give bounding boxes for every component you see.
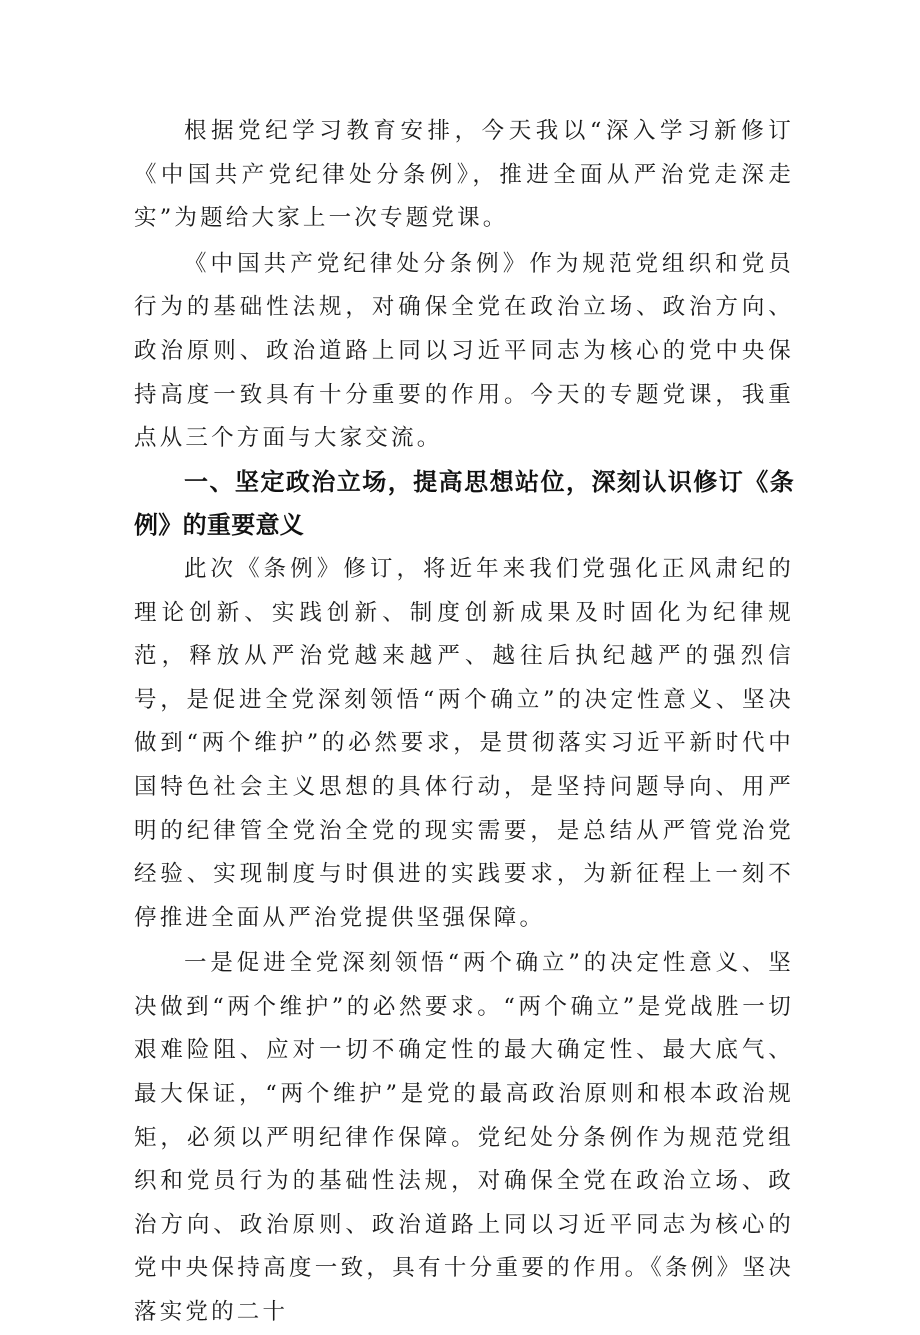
- section-heading-1: 一、坚定政治立场，提高思想站位，深刻认识修订《条例》的重要意义: [134, 467, 794, 540]
- section-paragraph-2: 一是促进全党深刻领悟“两个确立”的决定性意义、坚决做到“两个维护”的必然要求。“两个确立”是党战胜一切艰难险阻、应对一切不确定性的最大确定性、最大底气、最大保证，“两个维护”是党的最高政治原则和根本政治规矩，必须以严明纪律作保障。党纪处分条例作为规范党组织和党员行为的基础性法规，对确保全党在政治立场、政治方向、政治原则、政治道路上同以习近平同志为核心的党中央保持高度一致，具有十分重要的作用。《条例》坚决落实党的二十: [134, 950, 794, 1326]
- section-paragraph-1: 此次《条例》修订，将近年来我们党强化正风肃纪的理论创新、实践创新、制度创新成果及时固化为纪律规范，释放从严治党越来越严、越往后执纪越严的强烈信号，是促进全党深刻领悟“两个确立”的决定性意义、坚决做到“两个维护”的必然要求，是贯彻落实习近平新时代中国特色社会主义思想的具体行动，是坚持问题导向、用严明的纪律管全党治全党的现实需要，是总结从严管党治党经验、实现制度与时俱进的实践要求，为新征程上一刻不停推进全面从严治党提供坚强保障。: [134, 555, 794, 931]
- intro-paragraph-1: 根据党纪学习教育安排，今天我以“深入学习新修订《中国共产党纪律处分条例》，推进全面从严治党走深走实”为题给大家上一次专题党课。: [134, 118, 794, 232]
- intro-paragraph-2: 《中国共产党纪律处分条例》作为规范党组织和党员行为的基础性法规，对确保全党在政治立场、政治方向、政治原则、政治道路上同以习近平同志为核心的党中央保持高度一致具有十分重要的作用。今天的专题党课，我重点从三个方面与大家交流。: [134, 250, 794, 452]
- document-page: [134, 110, 794, 1335]
